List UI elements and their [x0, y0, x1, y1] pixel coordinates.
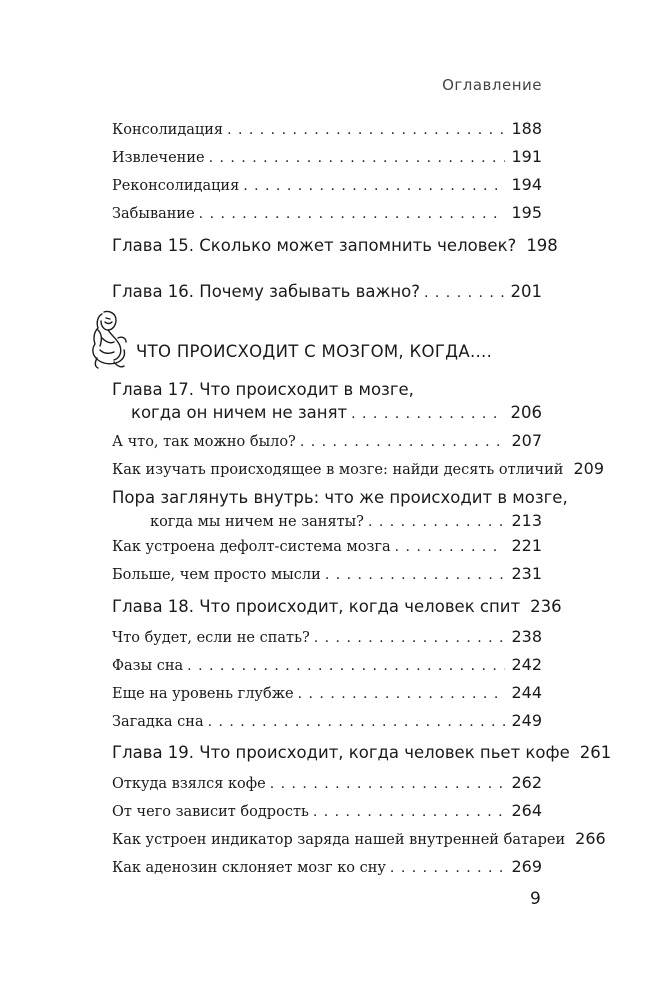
dot-leader	[209, 150, 506, 166]
toc-entry[interactable]	[112, 683, 542, 702]
toc-entry-title: Загадка сна	[112, 714, 204, 730]
toc-entry-page: 209	[573, 459, 605, 478]
toc-entry[interactable]	[112, 627, 542, 646]
dot-leader	[424, 285, 505, 301]
chapter-page: 198	[526, 236, 558, 255]
chapter-title: Глава 18. Что происходит, когда человек спит	[112, 597, 521, 616]
chapter-title: Глава 19. Что происходит, когда человек пьет кофе	[112, 743, 570, 762]
dot-leader	[227, 122, 505, 138]
toc-entry[interactable]	[112, 773, 542, 792]
toc-entry-page: 221	[511, 536, 542, 555]
toc-chapter-17[interactable]	[131, 403, 542, 422]
toc-entry-page: 249	[511, 711, 542, 730]
dot-leader	[300, 434, 506, 450]
toc-entry-title: Реконсолидация	[112, 178, 240, 194]
running-head: Оглавление	[442, 76, 542, 94]
dot-leader	[199, 206, 506, 222]
toc-entry-page: 188	[511, 119, 542, 138]
toc-entry-title: От чего зависит бодрость	[112, 804, 309, 820]
toc-entry-title-line1[interactable]: Пора заглянуть внутрь: что же происходит в мозге,	[112, 488, 568, 507]
toc-entry-page: 244	[511, 683, 542, 702]
toc-entry[interactable]	[112, 175, 542, 194]
dot-leader	[270, 776, 506, 792]
dot-leader	[325, 567, 506, 583]
toc-entry-title: Как устроен индикатор заряда нашей внутренней батареи	[112, 832, 566, 848]
toc-entry-title: Извлечение	[112, 150, 205, 166]
toc-entry-page: 213	[511, 511, 542, 530]
toc-chapter-15[interactable]	[112, 236, 558, 255]
chapter-title: Глава 15. Сколько может запомнить человек?	[112, 236, 517, 255]
toc-entry-page: 262	[511, 773, 542, 792]
toc-chapter-19[interactable]	[112, 743, 612, 762]
toc-entry[interactable]	[112, 857, 542, 876]
toc-entry-title: Что будет, если не спать?	[112, 630, 310, 646]
toc-entry[interactable]	[112, 711, 542, 730]
toc-chapter-18[interactable]	[112, 597, 562, 616]
toc-entry[interactable]	[112, 203, 542, 222]
dot-leader	[351, 406, 504, 422]
toc-entry-page: 269	[511, 857, 542, 876]
toc-entry-page: 242	[511, 655, 542, 674]
toc-entry-title: Консолидация	[112, 122, 224, 138]
toc-entry-page: 264	[511, 801, 542, 820]
toc-entry[interactable]	[150, 511, 542, 530]
part-heading: ЧТО ПРОИСХОДИТ С МОЗГОМ, КОГДА....	[136, 342, 493, 361]
toc-entry[interactable]	[112, 829, 606, 848]
chapter-title: Глава 16. Почему забывать важно?	[112, 282, 420, 301]
chapter-page: 236	[530, 597, 562, 616]
toc-entry-title: А что, так можно было?	[112, 434, 296, 450]
toc-entry-title: Больше, чем просто мысли	[112, 567, 321, 583]
dot-leader	[298, 686, 506, 702]
toc-entry-title: когда мы ничем не заняты?	[150, 514, 364, 530]
chapter-page: 261	[579, 743, 612, 762]
hunched-figure-illustration	[84, 308, 134, 370]
toc-entry-title: Как устроена дефолт-система мозга	[112, 539, 391, 555]
toc-entry-title: Фазы сна	[112, 658, 184, 674]
toc-entry-page: 191	[511, 147, 542, 166]
dot-leader	[187, 658, 505, 674]
chapter-page: 201	[510, 282, 542, 301]
toc-entry[interactable]	[112, 655, 542, 674]
toc-chapter-16[interactable]	[112, 282, 542, 301]
chapter-title: когда он ничем не занят	[131, 403, 348, 422]
dot-leader	[368, 514, 506, 530]
toc-entry[interactable]	[112, 147, 542, 166]
toc-entry-page: 238	[511, 627, 542, 646]
chapter-page: 206	[510, 403, 542, 422]
dot-leader	[395, 539, 506, 555]
dot-leader	[208, 714, 506, 730]
toc-entry[interactable]	[112, 119, 542, 138]
page-number: 9	[530, 889, 541, 909]
toc-entry[interactable]	[112, 801, 542, 820]
toc-entry-page: 207	[511, 431, 542, 450]
toc-entry-page: 195	[511, 203, 542, 222]
toc-entry-title: Еще на уровень глубже	[112, 686, 294, 702]
toc-entry-title: Забывание	[112, 206, 195, 222]
toc-entry-page: 231	[511, 564, 542, 583]
dot-leader	[243, 178, 505, 194]
toc-entry[interactable]	[112, 564, 542, 583]
dot-leader	[313, 804, 506, 820]
dot-leader	[314, 630, 506, 646]
toc-entry-title: Откуда взялся кофе	[112, 776, 266, 792]
toc-entry-page: 194	[511, 175, 542, 194]
toc-entry[interactable]	[112, 459, 605, 478]
toc-entry-title: Как аденозин склоняет мозг ко сну	[112, 860, 386, 876]
dot-leader	[390, 860, 506, 876]
toc-entry-page: 266	[575, 829, 606, 848]
toc-entry-title: Как изучать происходящее в мозге: найди десять отличий	[112, 462, 564, 478]
toc-entry[interactable]	[112, 431, 542, 450]
chapter-17-title-line1[interactable]: Глава 17. Что происходит в мозге,	[112, 380, 414, 399]
toc-entry[interactable]	[112, 536, 542, 555]
